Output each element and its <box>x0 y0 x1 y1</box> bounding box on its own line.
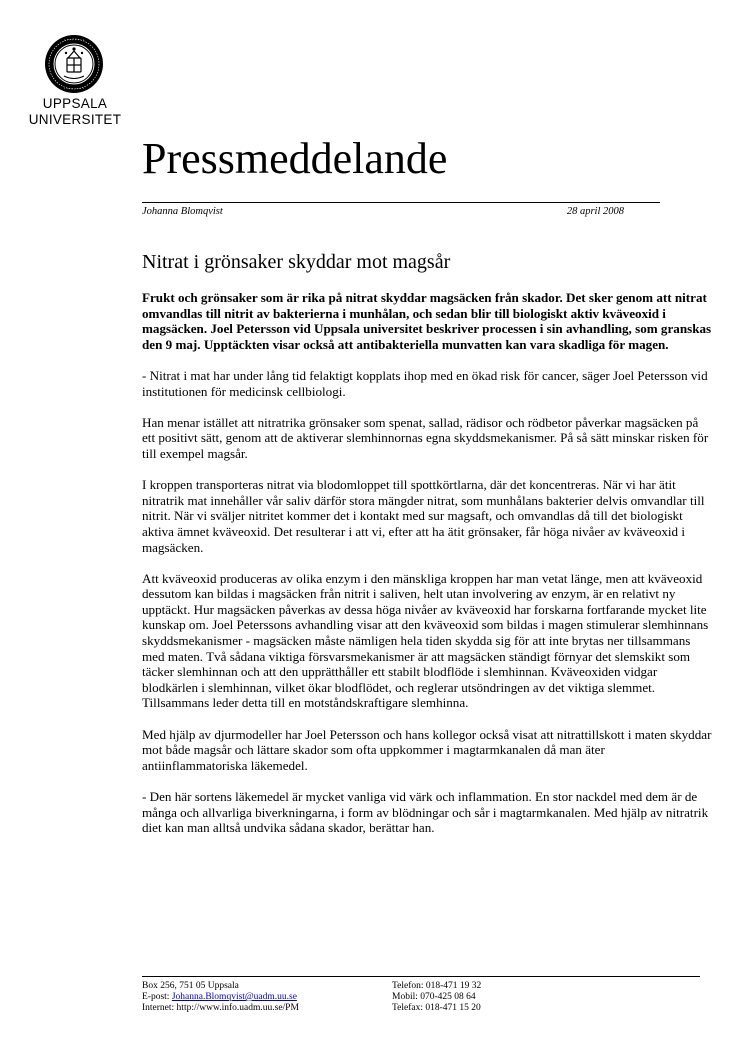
headline: Nitrat i grönsaker skyddar mot magsår <box>142 251 451 273</box>
body-paragraph: I kroppen transporteras nitrat via blodomloppet till spottkörtlarna, där det koncentreras. När vi har ätit nitratrik mat innehåller vår saliv därför stora mängder nitrat, som munhålans bakterier delvis omvandlar till nitrit. När vi sväljer nitritet kommer det i kontakt med sur magsaft, och omvandlas då till det biologiskt aktiva ämnet kväveoxid. Det resulterar i att vi, efter att ha ätit grönsaker, får höga nivåer av kväveoxid i magsäcken. <box>142 477 705 555</box>
university-name-line2: UNIVERSITET <box>28 112 122 127</box>
university-name-line1: UPPSALA <box>42 96 108 111</box>
body-paragraph: Med hjälp av djurmodeller har Joel Petersson och hans kollegor också visat att nitrattillskott i maten skyddar mot både magsår och lättare skador som ofta uppkommer i magtarmkanalen då man äter antiinflammatoriska läkemedel. <box>142 726 712 773</box>
document-title: Pressmeddelande <box>142 134 448 183</box>
footer-divider <box>142 976 700 977</box>
article-body <box>142 290 712 851</box>
footer-internet: Internet: http://www.info.uadm.uu.se/PM <box>142 1003 299 1013</box>
footer-email-row <box>142 992 299 1003</box>
header-divider <box>142 202 660 203</box>
footer-email-label: E-post: <box>142 992 172 1002</box>
body-paragraph: Han menar istället att nitratrika grönsaker som spenat, sallad, rädisor och rödbetor påverkar magsäcken på ett positivt sätt, genom att de aktiverar slemhinnornas egna skyddsmekanismer. På så sätt minskar risken för till exempel magsår. <box>142 414 709 461</box>
footer-mobile: Mobil: 070-425 08 64 <box>392 992 476 1002</box>
university-seal-logo <box>44 34 104 94</box>
footer-address: Box 256, 751 05 Uppsala <box>142 981 239 991</box>
body-paragraph: - Den här sortens läkemedel är mycket vanliga vid värk och inflammation. En stor nackdel med dem är de många och allvarliga biverkningarna, i form av blödningar och sår i magtarmkanalen. Med hjälp av nitratrik diet kan man alltså undvika sådana skador, berättar han. <box>142 789 709 836</box>
body-paragraph: Att kväveoxid produceras av olika enzym i den mänskliga kroppen har man vetat länge, men att kväveoxid dessutom kan bildas i magsäcken från nitrit i saliven, helt utan involvering av enzym, är en relativt ny upptäckt. Hur magsäcken påverkas av dessa höga nivåer av kväveoxid har forskarna fortfarande mycket lite kunskap om. Joel Peterssons avhandling visar att den kväveoxid som bildas i magen stimulerar slemhinnans skyddsmekanismer - magsäcken måste nämligen hela tiden skydda sig för att inte brytas ner tillsammans med maten. Två sådana viktiga försvarsmekanismer är att magsäcken ständigt förnyar det slemskikt som täcker slemhinnan och att den upprätthåller ett stabilt blodflöde i slemhinnan. Kväveoxiden vidgar blodkärlen i slemhinnan, vilket ökar blodflödet, och reglerar utsöndringen av det viktiga slemmet. Tillsammans leder detta till en motståndskraftigare slemhinna. <box>142 570 709 711</box>
university-name <box>0 96 150 128</box>
footer-contact-right <box>392 981 481 1014</box>
lead-paragraph: Frukt och grönsaker som är rika på nitrat skyddar magsäcken från skador. Det sker genom att nitrat omvandlas till nitrit av bakterierna i munhålan, och sedan blir till biologiskt aktiv kväveoxid i magsäcken. Joel Petersson vid Uppsala universitet beskriver processen i sin avhandling, som granskas den 9 maj. Upptäckten visar också att antibakteriella munvatten kan vara skadliga för magen. <box>142 290 712 352</box>
svg-text:· · · · · · · ·: · · · · · · · · <box>64 86 84 91</box>
footer-contact-left <box>142 981 299 1014</box>
body-paragraph: - Nitrat i mat har under lång tid felaktigt kopplats ihop med en ökad risk för cancer, säger Joel Petersson vid institutionen för medicinsk cellbiologi. <box>142 367 708 399</box>
publication-date: 28 april 2008 <box>566 206 624 217</box>
footer-fax: Telefax: 018-471 15 20 <box>392 1003 481 1013</box>
footer-email-link[interactable]: Johanna.Blomqvist@uadm.uu.se <box>171 992 297 1002</box>
svg-text:· · · · · · · ·: · · · · · · · · <box>64 37 84 43</box>
author: Johanna Blomqvist <box>142 206 223 217</box>
footer-phone: Telefon: 018-471 19 32 <box>392 981 482 991</box>
